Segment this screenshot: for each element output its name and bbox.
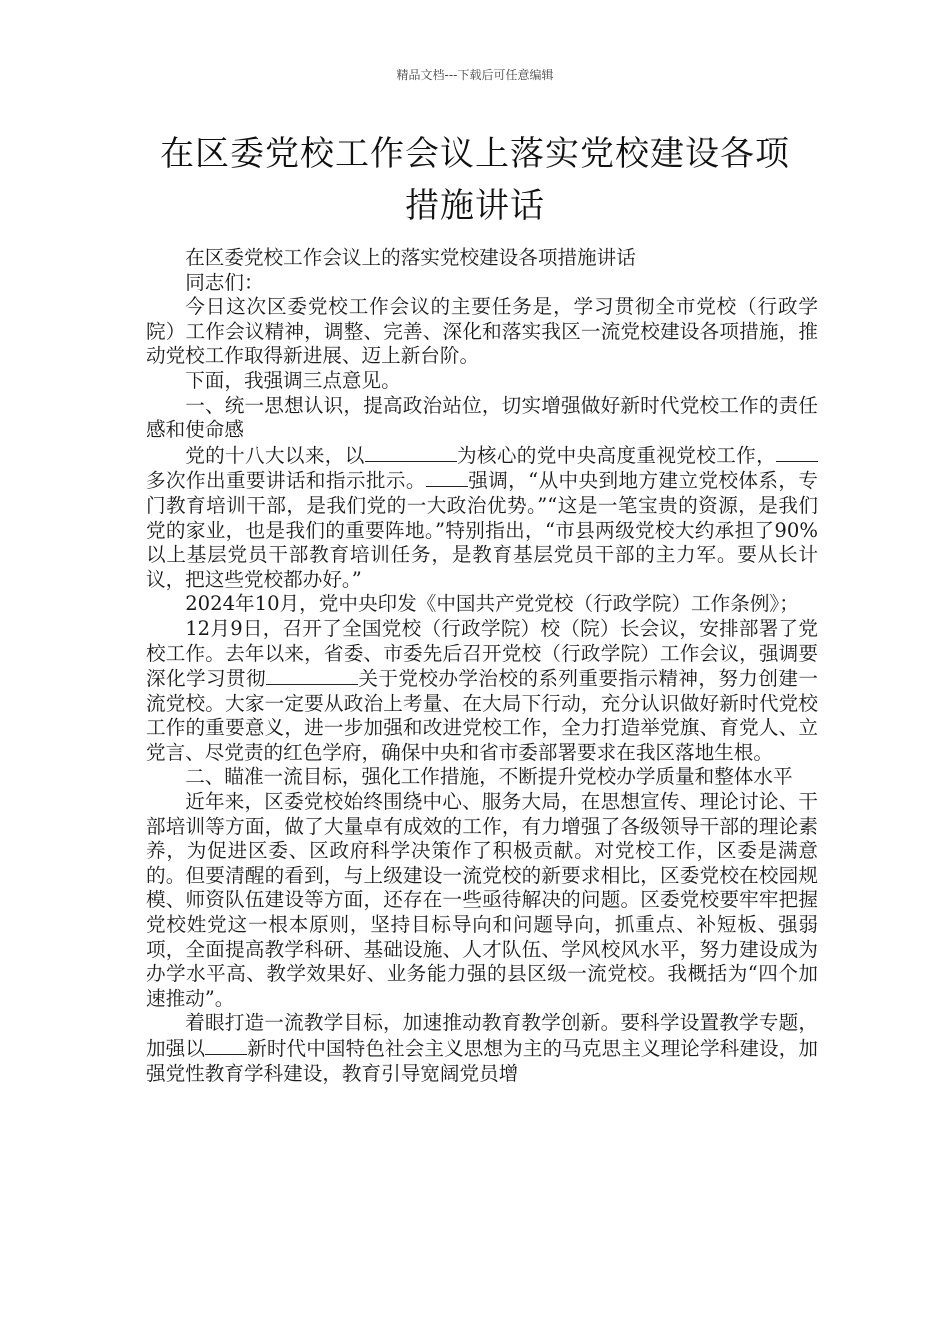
header-note: 精品文档---下载后可任意编辑 — [396, 68, 554, 82]
paragraph-intro: 今日这次区委党校工作会议的主要任务是，学习贯彻全市党校（行政学院）工作会议精神，调整、完善、深化和落实我区一流党校建设各项措施，推动党校工作取得新进展、迈上新台阶。 — [146, 295, 818, 368]
text-segment: 12月9日，召开了全国党校（行政学院）校（院）长会议，安排部署了党校工作。去年以来，省委、市委先后召开党校（行政学院）工作会议，强调要深化学习贯彻 — [146, 616, 818, 691]
blank-line — [266, 666, 358, 685]
paragraph-meeting — [146, 617, 818, 766]
blank-line — [776, 443, 818, 462]
text-segment: 为核心的党中央高度重视党校工作， — [456, 443, 777, 467]
paragraph-regulation: 2024年10月，党中央印发《中国共产党党校（行政学院）工作条例》； — [185, 592, 799, 616]
blank-line — [365, 443, 457, 462]
blank-line — [205, 1036, 247, 1055]
document-body — [146, 246, 818, 1086]
section-heading-2: 二、瞄准一流目标，强化工作措施，不断提升党校办学质量和整体水平 — [185, 765, 793, 789]
text-segment: 关于党校办学治校的系列重要指示精神，努力创建一流党校。大家一定要从政治上考量、在大局下行动，充分认识做好新时代党校工作的重要意义，进一步加强和改进党校工作，全力打造举党旗、育党人、立党言、尽党责的红色学府，确保中央和省市委部署要求在我区落地生根。 — [146, 667, 818, 764]
title-line-2: 措施讲话 — [405, 186, 545, 226]
blank-line — [426, 468, 468, 487]
text-segment: 新时代中国特色社会主义思想为主的马克思主义理论学科建设，加强党性教育学科建设，教育引导宽阔党员增 — [146, 1037, 818, 1085]
paragraph-party-congress — [146, 443, 818, 593]
page-title — [150, 128, 800, 232]
text-segment: 着眼打造一流教学目标，加速推动教育教学创新。要科学设置教学专题，加强以 — [146, 1011, 818, 1060]
paragraph-salutation: 同志们： — [185, 270, 264, 294]
paragraph-recent-years: 近年来，区委党校始终围绕中心、服务大局，在思想宣传、理论讨论、干部培训等方面，做了大量卓有成效的工作，有力增强了各级领导干部的理论素养，为促进区委、区政府科学决策作了积极贡献。对党校工作，区委是满意的。但要清醒的看到，与上级建设一流党校的新要求相比，区委党校在校园规模、师资队伍建设等方面，还存在一些亟待解决的问题。区委党校要牢牢把握党校姓党这一根本原则，坚持目标导向和问题导向，抓重点、补短板、强弱项，全面提高教学科研、基础设施、人才队伍、学风校风水平，努力建设成为办学水平高、教学效果好、业务能力强的县区级一流党校。我概括为“四个加速推动”。 — [146, 790, 818, 1010]
section-heading-1: 一、统一思想认识，提高政治站位，切实增强做好新时代党校工作的责任感和使命感 — [146, 393, 818, 442]
paragraph-subtitle: 在区委党校工作会议上的落实党校建设各项措施讲话 — [185, 246, 636, 269]
paragraph-teaching — [146, 1011, 818, 1086]
text-segment: 强调，“从中央到地方建立党校体系，专门教育培训干部，是我们党的一大政治优势。”“这是一笔宝贵的资源，是我们党的家业，也是我们的重要阵地。”特别指出，“市县两级党校大约承担了90%以上基层党员干部教育培训任务，是教育基层党员干部的主力军。要从长计议，把这些党校都办好。” — [146, 469, 818, 591]
text-segment: 多次作出重要讲话和指示批示。 — [146, 469, 426, 493]
text-segment: 党的十八大以来，以 — [185, 443, 365, 467]
paragraph-three-points: 下面，我强调三点意见。 — [185, 368, 401, 392]
title-line-1: 在区委党校工作会议上落实党校建设各项 — [160, 134, 790, 174]
